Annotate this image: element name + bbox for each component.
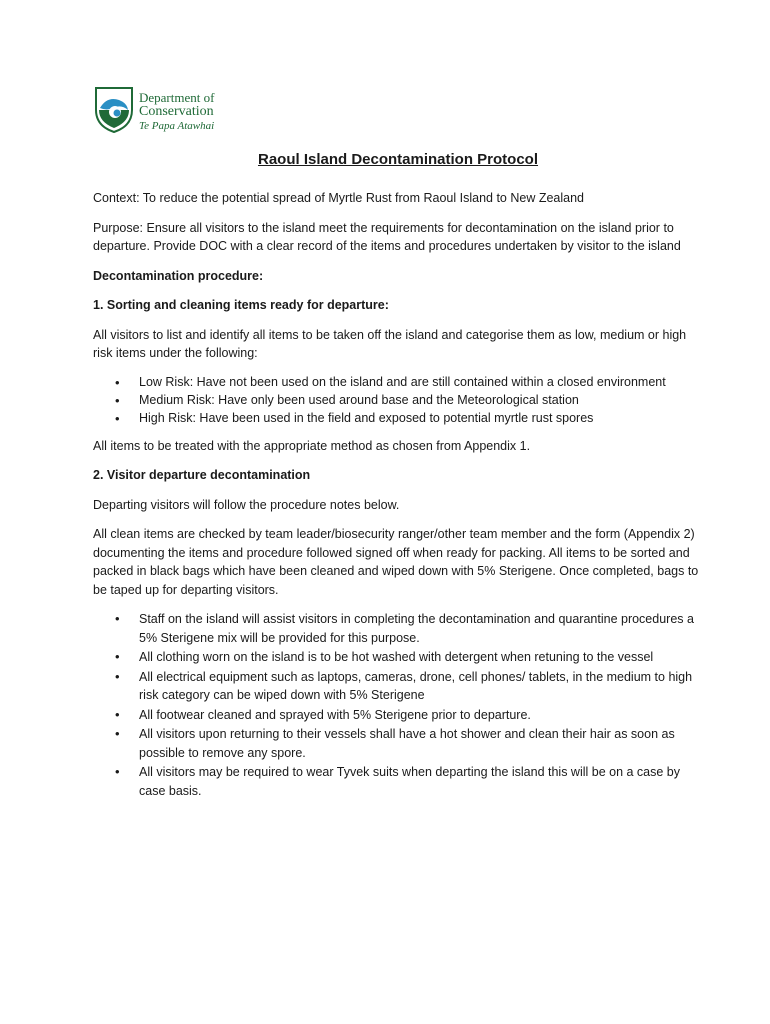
- section2-heading: 2. Visitor departure decontamination: [93, 468, 311, 482]
- logo-line-conservation: Conservation: [139, 104, 214, 119]
- risk-item-low: • Low Risk: Have not been used on the island and are still contained within a closed environment: [93, 374, 703, 391]
- procedure-item: • All visitors may be required to wear Tyvek suits when departing the island this will be on a case by case basis.: [93, 763, 703, 800]
- document-body: [93, 150, 703, 810]
- procedure-item: • All visitors upon returning to their vessels shall have a hot shower and clean their hair as soon as possible to remove any spore.: [93, 725, 703, 762]
- procedure-list: [93, 610, 703, 800]
- section1-heading: 1. Sorting and cleaning items ready for departure:: [93, 298, 389, 312]
- risk-item-high: • High Risk: Have been used in the field and exposed to potential myrtle rust spores: [93, 410, 703, 427]
- document-title: Raoul Island Decontamination Protocol: [257, 151, 539, 168]
- section1-intro: All visitors to list and identify all items to be taken off the island and categorise them as low, medium or high risk items under the following:: [93, 327, 687, 360]
- logo-line-department: Department of: [139, 90, 215, 105]
- section2-paragraph: All clean items are checked by team leader/biosecurity ranger/other team member and the form (Appendix 2) documenting the items and procedure followed signed off when ready for packing. All items to be sorted and packed in black bags which have been cleaned and wiped down with 5% Sterigene. Once completed, bags to be taped up for departing visitors.: [93, 527, 699, 597]
- doc-logo: [93, 86, 233, 138]
- procedure-item: • All electrical equipment such as laptops, cameras, drone, cell phones/ tablets, in the medium to high risk category can be wiped down with 5% Sterigene: [93, 668, 703, 705]
- context-paragraph: Context: To reduce the potential spread of Myrtle Rust from Raoul Island to New Zealand: [93, 191, 584, 205]
- doc-logo-icon: [93, 86, 135, 134]
- decontamination-heading: Decontamination procedure:: [93, 268, 264, 283]
- doc-logo-text: [139, 91, 214, 133]
- logo-line-maori: Te Papa Atawhai: [139, 120, 215, 132]
- section2-intro: Departing visitors will follow the procedure notes below.: [93, 497, 400, 512]
- procedure-item: • Staff on the island will assist visitors in completing the decontamination and quarantine procedures a 5% Sterigene mix will be provided for this purpose.: [93, 610, 703, 647]
- purpose-paragraph: Purpose: Ensure all visitors to the island meet the requirements for decontamination on the island prior to departure. Provide DOC with a clear record of the items and procedures undertaken by visitor to the island: [93, 220, 681, 253]
- risk-item-medium: • Medium Risk: Have only been used around base and the Meteorological station: [93, 392, 703, 409]
- section1-closing: All items to be treated with the appropriate method as chosen from Appendix 1.: [93, 438, 531, 453]
- risk-list: [93, 374, 703, 427]
- procedure-item: • All footwear cleaned and sprayed with 5% Sterigene prior to departure.: [93, 706, 703, 725]
- procedure-item: • All clothing worn on the island is to be hot washed with detergent when retuning to the vessel: [93, 648, 703, 667]
